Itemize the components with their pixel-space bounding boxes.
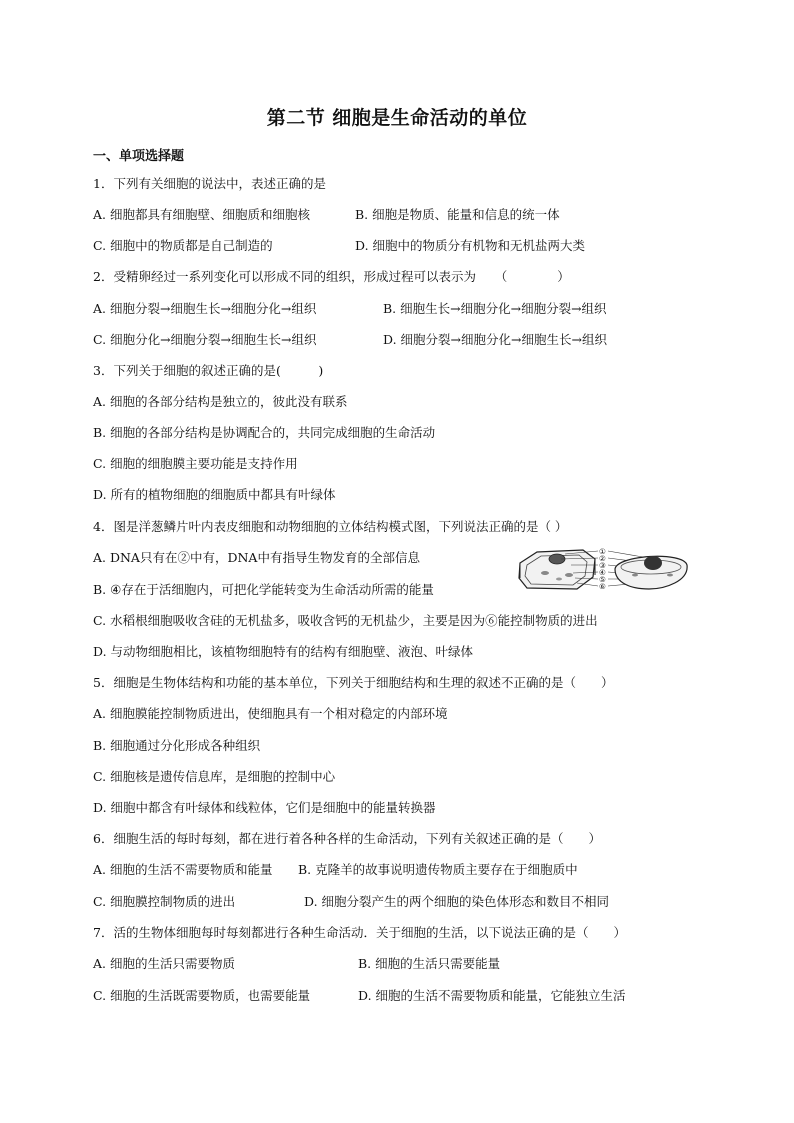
question-3-stem: 3．下列关于细胞的叙述正确的是( ) [93,363,324,378]
question-5-option-d: D. 细胞中都含有叶绿体和线粒体，它们是细胞中的能量转换器 [93,800,436,815]
question-4-option-b: B. ④存在于活细胞内，可把化学能转变为生命活动所需的能量 [93,582,434,597]
question-2-option-c: C. 细胞分化→细胞分裂→细胞生长→组织 [93,332,317,347]
page-title: 第二节 细胞是生命活动的单位 [266,107,528,129]
question-2-option-d: D. 细胞分裂→细胞分化→细胞生长→组织 [383,332,607,347]
question-2-option-b: B. 细胞生长→细胞分化→细胞分裂→组织 [383,301,607,316]
question-7-option-a: A. 细胞的生活只需要物质 [93,956,235,971]
question-6-option-c: C. 细胞膜控制物质的进出 [93,894,236,909]
question-3-option-c: C. 细胞的细胞膜主要功能是支持作用 [93,456,298,471]
figure-label-1: ① [599,547,606,556]
section-heading: 一、单项选择题 [93,149,185,164]
question-4-option-c: C. 水稻根细胞吸收含硅的无机盐多，吸收含钙的无机盐少，主要是因为⑥能控制物质的进出 [93,613,598,628]
question-6-option-d: D. 细胞分裂产生的两个细胞的染色体形态和数目不相同 [304,894,610,909]
question-5-option-a: A. 细胞膜能控制物质进出，使细胞具有一个相对稳定的内部环境 [93,706,448,721]
cell-diagram-figure [515,545,690,593]
question-7-option-c: C. 细胞的生活既需要物质，也需要能量 [93,988,311,1003]
question-1-option-b: B. 细胞是物质、能量和信息的统一体 [355,207,560,222]
question-5-stem: 5．细胞是生物体结构和功能的基本单位，下列关于细胞结构和生理的叙述不正确的是（ ） [93,675,614,690]
question-3-option-b: B. 细胞的各部分结构是协调配合的，共同完成细胞的生命活动 [93,425,436,440]
question-4-option-d: D. 与动物细胞相比，该植物细胞特有的结构有细胞壁、液泡、叶绿体 [93,644,474,659]
question-1-option-a: A. 细胞都具有细胞壁、细胞质和细胞核 [93,207,310,222]
figure-label-3: ③ [599,561,606,570]
question-6-option-a: A. 细胞的生活不需要物质和能量 [93,862,273,877]
question-3-option-d: D. 所有的植物细胞的细胞质中都具有叶绿体 [93,487,336,502]
plant-cell-drawing [519,550,595,589]
question-2-stem: 2．受精卵经过一系列变化可以形成不同的组织，形成过程可以表示为 （ ） [93,269,570,284]
question-6-stem: 6．细胞生活的每时每刻，都在进行着各种各样的生命活动，下列有关叙述正确的是（ ） [93,831,601,846]
question-7-option-b: B. 细胞的生活只需要能量 [358,956,501,971]
figure-labels [599,547,606,591]
question-7-option-d: D. 细胞的生活不需要物质和能量，它能独立生活 [358,988,626,1003]
question-5-option-c: C. 细胞核是遗传信息库，是细胞的控制中心 [93,769,336,784]
figure-label-6: ⑥ [599,582,606,591]
question-1-option-c: C. 细胞中的物质都是自己制造的 [93,238,273,253]
question-4-option-a: A. DNA只有在②中有，DNA中有指导生物发育的全部信息 [93,550,420,565]
figure-label-2: ② [599,554,606,563]
question-5-option-b: B. 细胞通过分化形成各种组织 [93,738,261,753]
question-4-stem: 4．图是洋葱鳞片叶内表皮细胞和动物细胞的立体结构模式图，下列说法正确的是（ ） [93,519,568,534]
question-6-option-b: B. 克隆羊的故事说明遗传物质主要存在于细胞质中 [298,862,578,877]
figure-label-4: ④ [599,568,606,577]
question-7-stem: 7．活的生物体细胞每时每刻都进行各种生命活动．关于细胞的生活，以下说法正确的是（ ） [93,925,626,940]
animal-cell-drawing [615,556,687,589]
question-1-stem: 1．下列有关细胞的说法中，表述正确的是 [93,176,326,191]
question-3-option-a: A. 细胞的各部分结构是独立的，彼此没有联系 [93,394,348,409]
figure-label-5: ⑤ [599,575,606,584]
question-2-option-a: A. 细胞分裂→细胞生长→细胞分化→组织 [93,301,317,316]
question-1-option-d: D. 细胞中的物质分有机物和无机盐两大类 [355,238,586,253]
